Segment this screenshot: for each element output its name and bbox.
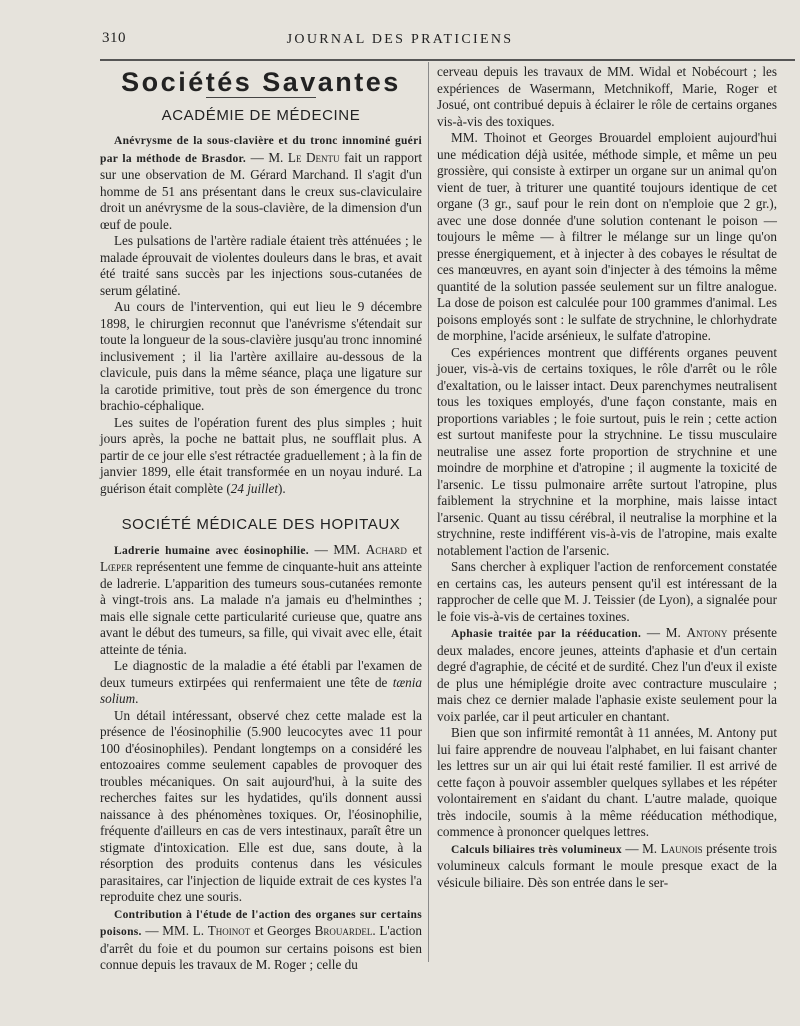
article-paragraph: Les pulsations de l'artère radiale étaient très atténuées ; le malade éprouvait de violentes douleurs dans le bras, et avait été traité sans succès par les injections sous-cutanées de serum gélatiné.: [100, 233, 422, 298]
article-paragraph: Anévrysme de la sous-clavière et du tronc innominé guéri par la méthode de Brasdor. — M. Le Dentu fait un rapport sur une observation de M. Gérard Marchand. Il s'agit d'un homme de 51 ans présentant dans le creux sus-claviculaire droit un anévrysme de la sous-clavière, de la dimension d'un œuf de poule.: [100, 135, 423, 232]
article-paragraph: Bien que son infirmité remontât à 11 années, M. Antony put lui faire apprendre de nouveau l'alphabet, en lui faisant chanter les lettres sur un air qui lui était resté familier. Il est arrivé de cette façon à pouvoir assembler quelques syllabes et les répéter volontairement en s'aidant du chant. L'autre malade, quoique très indocile, soumis à la même rééducation méthodique, commence à prononcer quelques lettres.: [437, 725, 777, 839]
right-column: [437, 64, 777, 964]
header-rule: [100, 59, 795, 61]
author-name: Antony: [686, 625, 728, 640]
journal-title: JOURNAL DES PRATICIENS: [286, 32, 514, 47]
date-italic: 24 juillet: [230, 480, 278, 496]
author-name: Le Dentu: [287, 149, 340, 165]
article-paragraph: Le diagnostic de la maladie a été établi par l'examen de deux tumeurs extirpées qui renfermaient une tête de tænia solium.: [100, 658, 422, 706]
article-paragraph: Au cours de l'intervention, qui eut lieu le 9 décembre 1898, le chirurgien reconnut que l'anévrisme s'étendait sur toute la longueur de la sous-clavière jusqu'au tronc innominé inclusivement ; il lia l'artère axillaire au-dessous de la clavicule, puis dans la même séance, plaça une ligature sur la carotide primitive, tout près de son émergence du tronc brachio-céphalique.: [100, 299, 422, 413]
article-paragraph: Contribution à l'étude de l'action des organes sur certains poisons. — MM. L. Thoinot et Georges Brouardel. L'action d'arrêt du foie et du poumon sur certains poisons est bien connue depuis les travaux de M. Roger ; celle du: [100, 908, 422, 972]
article-lead: Ladrerie humaine avec éosinophilie.: [114, 544, 309, 557]
article-paragraph: Aphasie traitée par la rééducation. — M. Antony présente deux malades, encore jeunes, atteints d'aphasie et d'un certain degré d'agraphie, de cécité et de surdité. Chez l'un d'eux il existe de plus une hémiplégie droite avec contracture musculaire ; mais chez ce dernier malade l'aphasie existe seulement pour la voix parlée, car il peut articuler en chantant.: [437, 625, 777, 724]
article-paragraph: cerveau depuis les travaux de MM. Widal et Nobécourt ; les expériences de Wasermann, Metchnikoff, Marie, Roger et Josué, ont contribué depuis à éclairer le rôle de certains organes vis-à-vis des toxiques.: [437, 64, 777, 129]
main-title: Sociétés Savantes: [121, 67, 401, 97]
article-paragraph: Les suites de l'opération furent des plus simples ; huit jours après, la poche ne battait plus, ne soufflait plus. A partir de ce jour elle s'est rétractée graduellement ; à la fin de janvier 1899, elle était transformée en un noyau induré. La guérison était complète (24 juillet).: [100, 414, 422, 496]
article-paragraph: MM. Thoinot et Georges Brouardel emploient aujourd'hui une médication déjà usitée, méthode simple, et même un peu grossière, qui consiste à extirper un organe sur un animal qu'on vient de tuer, à triturer une quantité toujours identique de cet organe (3 gr., sauf pour le rein dont on n'emploie que 2 gr.), avec une dose donnée d'une solution contenant le poison — toujours le même — à filtrer le mélange sur un linge qu'on presse énergiquement, et à injecter à des cobayes le résultat de ces manœuvres, en ayant soin d'injecter à des témoins la même quantité de la solution passée seulement sur un filtre analogue. La dose de poison est calculée pour 100 grammes d'animal. Les poisons employés sont : le sulfate de strychnine, le chlorhydrate de morphine, l'acide arsénieux, le sulfate d'atropine.: [437, 130, 777, 343]
author-name: Brouardel: [314, 923, 373, 938]
page-header: [0, 0, 800, 62]
article-lead: Calculs biliaires très volumineux: [451, 843, 622, 856]
article-lead: Contribution à l'étude de l'action des organes sur certains poisons.: [100, 908, 422, 938]
article-paragraph: Calculs biliaires très volumineux — M. Launois présente trois volumineux calculs formant le moule presque exact de la vésicule biliaire. Dès son entrée dans le ser-: [437, 840, 777, 890]
column-divider: [428, 62, 429, 962]
article-paragraph: Sans chercher à expliquer l'action de renforcement constatée en certains cas, les auteurs pensent qu'il est intéressant de la rapprocher de celle que M. J. Teissier (de Lyon), a signalée pour le foie vis-à-vis de certaines toxines.: [437, 559, 777, 624]
page-number: 310: [102, 30, 126, 46]
article-paragraph: Ces expériences montrent que différents organes peuvent jouer, vis-à-vis de certains toxiques, le rôle d'arrêt ou le rôle d'exaltation, ou le laisser intact. Deux parenchymes neutralisent tous les toxiques employés, d'une façon constante, mais en proportions variables ; le foie surtout, puis le rein ; cette action est surtout manifeste pour la strychnine. Le tissu musculaire neutralise une assez forte proportion de strychnine et une moindre de morphine et d'atropine ; il augmente la toxicité de l'arsenic. Le tissu pulmonaire arrête surtout l'atropine, plus faiblement la strychnine et la morphine, mais laisse intact l'arsenic. Quant au tissu cérébral, il neutralise la morphine et la strychnine, reste indifférent vis-à-vis de l'atropine, mais exalte notablement l'action de l'arsenic.: [437, 344, 777, 558]
author-name: Lœper: [100, 559, 133, 574]
author-name: Achard: [365, 541, 407, 557]
author-name: Launois: [660, 840, 703, 856]
article-paragraph: Un détail intéressant, observé chez cette malade est la présence de l'éosinophilie (5.900 leucocytes avec 11 pour 100 d'éosinophiles). Pendant longtemps on a considéré les entozoaires comme seulement capables de provoquer des troubles mécaniques. On sait aujourd'hui, à la suite des recherches faites sur les hydatides, qu'ils donnent aussi naissance à des phénomènes toxiques. Or, l'éosinophilie, fréquente d'ailleurs en cas de vers intestinaux, paraît être un stigmate d'intoxication. Elle est due, sans doute, à la résorption des produits contenus dans les vésicules parasitaires, car l'injection de liquide extrait de ces kystes l'a reproduite chez une souris.: [100, 707, 422, 904]
section-heading-academie: ACADÉMIE DE MÉDECINE: [161, 106, 361, 124]
article-lead: Anévrysme de la sous-clavière et du tronc innominé guéri par la méthode de Brasdor.: [100, 135, 422, 165]
author-name: Thoinot: [207, 923, 251, 938]
article-lead: Aphasie traitée par la rééducation.: [451, 628, 642, 640]
species-italic: tænia solium: [100, 674, 422, 706]
left-column: [100, 64, 423, 972]
section-heading-hopitaux: SOCIÉTÉ MÉDICALE DES HOPITAUX: [121, 516, 401, 533]
article-paragraph: Ladrerie humaine avec éosinophilie. — MM. Achard et Lœper représentent une femme de cinquante-huit ans atteinte de ladrerie. L'apparition des tumeurs sous-cutanées remonte à vingt-trois ans. La malade n'a jamais eu d'helminthes ; mais elle signale cette particularité curieuse que, quatre ans avant le début des tumeurs, sa fille, qui vivait avec elle, était atteinte de ténia.: [100, 541, 422, 657]
